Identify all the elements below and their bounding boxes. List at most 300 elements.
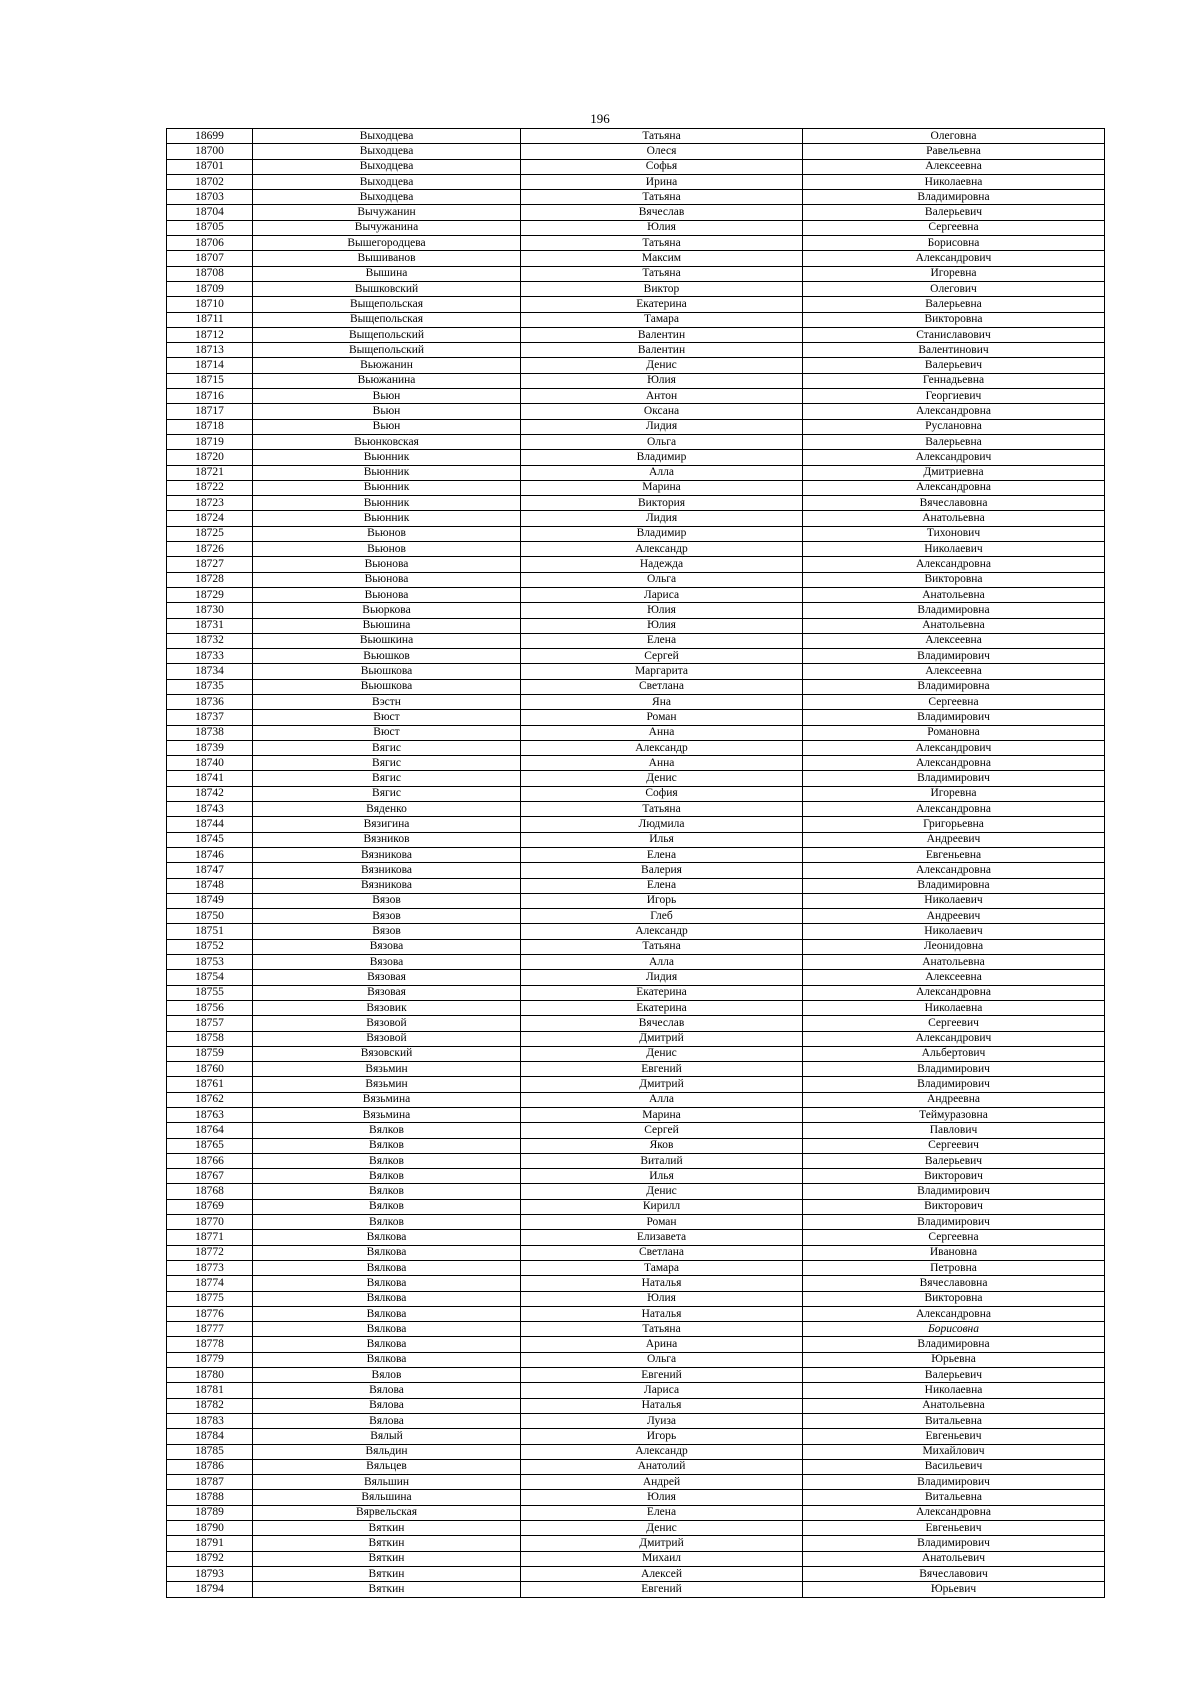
last-name-cell: Вялкова: [253, 1337, 521, 1352]
table-row: [167, 434, 1105, 449]
patronymic-cell: Сергеевич: [803, 1138, 1105, 1153]
table-row: [167, 740, 1105, 755]
patronymic-cell: Евгеньевич: [803, 1521, 1105, 1536]
first-name-cell: Алла: [521, 1092, 803, 1107]
table-row: [167, 1383, 1105, 1398]
first-name-cell: Евгений: [521, 1062, 803, 1077]
table-row: [167, 404, 1105, 419]
patronymic-cell: Валентинович: [803, 343, 1105, 358]
last-name-cell: Вяденко: [253, 802, 521, 817]
first-name-cell: Юлия: [521, 1490, 803, 1505]
record-number-cell: 18715: [167, 373, 253, 388]
first-name-cell: Виталий: [521, 1153, 803, 1168]
table-row: [167, 955, 1105, 970]
patronymic-cell: Григорьевна: [803, 817, 1105, 832]
record-number-cell: 18734: [167, 664, 253, 679]
patronymic-cell: Николаевна: [803, 1383, 1105, 1398]
first-name-cell: Арина: [521, 1337, 803, 1352]
table-row: [167, 465, 1105, 480]
first-name-cell: Александр: [521, 924, 803, 939]
record-number-cell: 18780: [167, 1368, 253, 1383]
record-number-cell: 18711: [167, 312, 253, 327]
last-name-cell: Вьюжанин: [253, 358, 521, 373]
patronymic-cell: Геннадьевна: [803, 373, 1105, 388]
first-name-cell: Дмитрий: [521, 1536, 803, 1551]
first-name-cell: Надежда: [521, 557, 803, 572]
table-row: [167, 389, 1105, 404]
first-name-cell: Луиза: [521, 1413, 803, 1428]
table-row: [167, 817, 1105, 832]
last-name-cell: Вязьмин: [253, 1062, 521, 1077]
table-row: [167, 1429, 1105, 1444]
first-name-cell: Татьяна: [521, 266, 803, 281]
table-row: [167, 129, 1105, 144]
first-name-cell: Игорь: [521, 1429, 803, 1444]
record-number-cell: 18785: [167, 1444, 253, 1459]
first-name-cell: Лидия: [521, 970, 803, 985]
first-name-cell: Роман: [521, 1215, 803, 1230]
first-name-cell: Глеб: [521, 909, 803, 924]
record-number-cell: 18768: [167, 1184, 253, 1199]
last-name-cell: Вязникова: [253, 878, 521, 893]
patronymic-cell: Владимировна: [803, 603, 1105, 618]
first-name-cell: Евгений: [521, 1582, 803, 1597]
record-number-cell: 18787: [167, 1475, 253, 1490]
record-number-cell: 18741: [167, 771, 253, 786]
patronymic-cell: Александровна: [803, 863, 1105, 878]
last-name-cell: Выщепольский: [253, 327, 521, 342]
patronymic-cell: Владимирович: [803, 1062, 1105, 1077]
table-row: [167, 587, 1105, 602]
first-name-cell: Светлана: [521, 679, 803, 694]
patronymic-cell: Алексеевна: [803, 970, 1105, 985]
last-name-cell: Вялкова: [253, 1230, 521, 1245]
first-name-cell: Андрей: [521, 1475, 803, 1490]
last-name-cell: Вяльдин: [253, 1444, 521, 1459]
table-row: [167, 710, 1105, 725]
table-row: [167, 572, 1105, 587]
patronymic-cell: Александровна: [803, 480, 1105, 495]
record-number-cell: 18708: [167, 266, 253, 281]
table-row: [167, 236, 1105, 251]
first-name-cell: Вячеслав: [521, 1016, 803, 1031]
patronymic-cell: Анатольевна: [803, 587, 1105, 602]
patronymic-cell: Александрович: [803, 450, 1105, 465]
patronymic-cell: Павлович: [803, 1123, 1105, 1138]
table-row: [167, 939, 1105, 954]
patronymic-cell: Станиславович: [803, 327, 1105, 342]
first-name-cell: Татьяна: [521, 802, 803, 817]
last-name-cell: Вьюшкова: [253, 679, 521, 694]
table-row: [167, 1260, 1105, 1275]
table-row: [167, 1215, 1105, 1230]
first-name-cell: Оксана: [521, 404, 803, 419]
record-number-cell: 18769: [167, 1199, 253, 1214]
record-number-cell: 18758: [167, 1031, 253, 1046]
first-name-cell: Екатерина: [521, 985, 803, 1000]
record-number-cell: 18746: [167, 847, 253, 862]
first-name-cell: Тамара: [521, 312, 803, 327]
first-name-cell: Владимир: [521, 450, 803, 465]
patronymic-cell: Олегович: [803, 281, 1105, 296]
last-name-cell: Вярвельская: [253, 1505, 521, 1520]
first-name-cell: Дмитрий: [521, 1031, 803, 1046]
last-name-cell: Вюст: [253, 710, 521, 725]
record-number-cell: 18724: [167, 511, 253, 526]
table-row: [167, 373, 1105, 388]
first-name-cell: Антон: [521, 389, 803, 404]
patronymic-cell: Николаевна: [803, 1000, 1105, 1015]
table-row: [167, 1000, 1105, 1015]
table-row: [167, 511, 1105, 526]
record-number-cell: 18765: [167, 1138, 253, 1153]
record-number-cell: 18775: [167, 1291, 253, 1306]
record-number-cell: 18766: [167, 1153, 253, 1168]
table-row: [167, 1016, 1105, 1031]
first-name-cell: Александр: [521, 542, 803, 557]
table-row: [167, 159, 1105, 174]
record-number-cell: 18726: [167, 542, 253, 557]
first-name-cell: Марина: [521, 1108, 803, 1123]
patronymic-cell: Михайлович: [803, 1444, 1105, 1459]
patronymic-cell: Николаевич: [803, 542, 1105, 557]
table-row: [167, 1031, 1105, 1046]
last-name-cell: Вязьмина: [253, 1108, 521, 1123]
first-name-cell: Валерия: [521, 863, 803, 878]
first-name-cell: Анна: [521, 725, 803, 740]
table-row: [167, 1444, 1105, 1459]
first-name-cell: Лариса: [521, 1383, 803, 1398]
last-name-cell: Вялкова: [253, 1276, 521, 1291]
last-name-cell: Вязовик: [253, 1000, 521, 1015]
table-row: [167, 1368, 1105, 1383]
last-name-cell: Вягис: [253, 756, 521, 771]
first-name-cell: Екатерина: [521, 297, 803, 312]
table-row: [167, 557, 1105, 572]
last-name-cell: Вяткин: [253, 1566, 521, 1581]
last-name-cell: Выходцева: [253, 129, 521, 144]
patronymic-cell: Валерьевна: [803, 434, 1105, 449]
first-name-cell: Александр: [521, 740, 803, 755]
last-name-cell: Вычужанин: [253, 205, 521, 220]
patronymic-cell: Александровна: [803, 985, 1105, 1000]
last-name-cell: Вяткин: [253, 1582, 521, 1597]
last-name-cell: Вьюжанина: [253, 373, 521, 388]
patronymic-cell: Ивановна: [803, 1245, 1105, 1260]
record-number-cell: 18723: [167, 496, 253, 511]
last-name-cell: Вялкова: [253, 1260, 521, 1275]
record-number-cell: 18751: [167, 924, 253, 939]
last-name-cell: Вязовский: [253, 1046, 521, 1061]
first-name-cell: Елена: [521, 847, 803, 862]
table-row: [167, 542, 1105, 557]
first-name-cell: Вячеслав: [521, 205, 803, 220]
last-name-cell: Вялкова: [253, 1245, 521, 1260]
record-number-cell: 18760: [167, 1062, 253, 1077]
patronymic-cell: Равельевна: [803, 144, 1105, 159]
first-name-cell: Кирилл: [521, 1199, 803, 1214]
record-number-cell: 18784: [167, 1429, 253, 1444]
table-row: [167, 1582, 1105, 1597]
record-number-cell: 18721: [167, 465, 253, 480]
record-number-cell: 18754: [167, 970, 253, 985]
record-number-cell: 18732: [167, 633, 253, 648]
last-name-cell: Вязников: [253, 832, 521, 847]
record-number-cell: 18729: [167, 587, 253, 602]
table-row: [167, 1306, 1105, 1321]
record-number-cell: 18759: [167, 1046, 253, 1061]
last-name-cell: Вязовой: [253, 1016, 521, 1031]
patronymic-cell: Викторовна: [803, 1291, 1105, 1306]
table-row: [167, 1291, 1105, 1306]
record-number-cell: 18714: [167, 358, 253, 373]
record-number-cell: 18737: [167, 710, 253, 725]
record-number-cell: 18713: [167, 343, 253, 358]
patronymic-cell: Александровна: [803, 557, 1105, 572]
last-name-cell: Вязигина: [253, 817, 521, 832]
first-name-cell: Лидия: [521, 511, 803, 526]
record-number-cell: 18770: [167, 1215, 253, 1230]
first-name-cell: Роман: [521, 710, 803, 725]
last-name-cell: Вялков: [253, 1199, 521, 1214]
patronymic-cell: Владимирович: [803, 1475, 1105, 1490]
patronymic-cell: Николаевна: [803, 174, 1105, 189]
last-name-cell: Вязьмина: [253, 1092, 521, 1107]
first-name-cell: Наталья: [521, 1398, 803, 1413]
first-name-cell: Юлия: [521, 220, 803, 235]
record-number-cell: 18788: [167, 1490, 253, 1505]
last-name-cell: Вягис: [253, 740, 521, 755]
first-name-cell: Наталья: [521, 1276, 803, 1291]
last-name-cell: Вьюнова: [253, 572, 521, 587]
first-name-cell: Татьяна: [521, 939, 803, 954]
first-name-cell: Лидия: [521, 419, 803, 434]
patronymic-cell: Леонидовна: [803, 939, 1105, 954]
record-number-cell: 18747: [167, 863, 253, 878]
first-name-cell: Денис: [521, 1184, 803, 1199]
record-number-cell: 18786: [167, 1459, 253, 1474]
table-row: [167, 1521, 1105, 1536]
last-name-cell: Вялков: [253, 1184, 521, 1199]
last-name-cell: Вышина: [253, 266, 521, 281]
table-row: [167, 618, 1105, 633]
table-row: [167, 1123, 1105, 1138]
table-row: [167, 1199, 1105, 1214]
first-name-cell: Маргарита: [521, 664, 803, 679]
table-row: [167, 1062, 1105, 1077]
first-name-cell: Игорь: [521, 893, 803, 908]
record-number-cell: 18730: [167, 603, 253, 618]
table-row: [167, 633, 1105, 648]
patronymic-cell: Евгеньевич: [803, 1429, 1105, 1444]
first-name-cell: Татьяна: [521, 236, 803, 251]
record-number-cell: 18704: [167, 205, 253, 220]
last-name-cell: Вягис: [253, 771, 521, 786]
first-name-cell: Людмила: [521, 817, 803, 832]
record-number-cell: 18701: [167, 159, 253, 174]
last-name-cell: Вьюнник: [253, 511, 521, 526]
patronymic-cell: Вячеславович: [803, 1566, 1105, 1581]
record-number-cell: 18733: [167, 649, 253, 664]
table-row: [167, 679, 1105, 694]
patronymic-cell: Олеговна: [803, 129, 1105, 144]
record-number-cell: 18777: [167, 1322, 253, 1337]
record-number-cell: 18738: [167, 725, 253, 740]
patronymic-cell: Валерьевич: [803, 1368, 1105, 1383]
record-number-cell: 18782: [167, 1398, 253, 1413]
record-number-cell: 18725: [167, 526, 253, 541]
first-name-cell: Ольга: [521, 1352, 803, 1367]
first-name-cell: Юлия: [521, 1291, 803, 1306]
last-name-cell: Вялова: [253, 1383, 521, 1398]
last-name-cell: Вялков: [253, 1169, 521, 1184]
patronymic-cell: Теймуразовна: [803, 1108, 1105, 1123]
table-row: [167, 878, 1105, 893]
record-number-cell: 18774: [167, 1276, 253, 1291]
table-row: [167, 863, 1105, 878]
record-number-cell: 18755: [167, 985, 253, 1000]
record-number-cell: 18776: [167, 1306, 253, 1321]
first-name-cell: Анатолий: [521, 1459, 803, 1474]
patronymic-cell: Петровна: [803, 1260, 1105, 1275]
patronymic-cell: Владимирович: [803, 1077, 1105, 1092]
last-name-cell: Вялков: [253, 1215, 521, 1230]
patronymic-cell: Анатольевна: [803, 1398, 1105, 1413]
table-row: [167, 786, 1105, 801]
record-number-cell: 18789: [167, 1505, 253, 1520]
last-name-cell: Вьюнова: [253, 587, 521, 602]
record-number-cell: 18736: [167, 694, 253, 709]
patronymic-cell: Валерьевна: [803, 297, 1105, 312]
record-number-cell: 18717: [167, 404, 253, 419]
record-number-cell: 18706: [167, 236, 253, 251]
last-name-cell: Вьюнова: [253, 557, 521, 572]
record-number-cell: 18762: [167, 1092, 253, 1107]
last-name-cell: Вязовая: [253, 985, 521, 1000]
first-name-cell: Дмитрий: [521, 1077, 803, 1092]
table-row: [167, 190, 1105, 205]
patronymic-cell: Анатольевич: [803, 1551, 1105, 1566]
first-name-cell: Светлана: [521, 1245, 803, 1260]
last-name-cell: Вьюн: [253, 389, 521, 404]
last-name-cell: Вычужанина: [253, 220, 521, 235]
patronymic-cell: Викторовна: [803, 572, 1105, 587]
record-number-cell: 18757: [167, 1016, 253, 1031]
table-row: [167, 909, 1105, 924]
table-row: [167, 1398, 1105, 1413]
table-row: [167, 802, 1105, 817]
first-name-cell: Илья: [521, 832, 803, 847]
last-name-cell: Вьюнковская: [253, 434, 521, 449]
patronymic-cell: Владимирович: [803, 649, 1105, 664]
last-name-cell: Вялкова: [253, 1322, 521, 1337]
record-number-cell: 18791: [167, 1536, 253, 1551]
table-row: [167, 1245, 1105, 1260]
table-row: [167, 144, 1105, 159]
roster-table: [166, 128, 1105, 1598]
patronymic-cell: Андреевич: [803, 909, 1105, 924]
last-name-cell: Вялов: [253, 1368, 521, 1383]
first-name-cell: Татьяна: [521, 1322, 803, 1337]
patronymic-cell: Александровна: [803, 404, 1105, 419]
patronymic-cell: Владимировна: [803, 679, 1105, 694]
first-name-cell: Елена: [521, 1505, 803, 1520]
roster-body: [167, 129, 1105, 1598]
last-name-cell: Выходцева: [253, 174, 521, 189]
table-row: [167, 312, 1105, 327]
patronymic-cell: Валерьевич: [803, 1153, 1105, 1168]
table-row: [167, 480, 1105, 495]
last-name-cell: Выходцева: [253, 159, 521, 174]
table-row: [167, 1092, 1105, 1107]
last-name-cell: Вялкова: [253, 1306, 521, 1321]
last-name-cell: Вьюнов: [253, 526, 521, 541]
first-name-cell: Яна: [521, 694, 803, 709]
last-name-cell: Вязова: [253, 939, 521, 954]
patronymic-cell: Сергеевна: [803, 694, 1105, 709]
last-name-cell: Вялова: [253, 1398, 521, 1413]
table-row: [167, 1077, 1105, 1092]
last-name-cell: Вялков: [253, 1138, 521, 1153]
table-row: [167, 220, 1105, 235]
patronymic-cell: Анатольевна: [803, 618, 1105, 633]
first-name-cell: Виктор: [521, 281, 803, 296]
last-name-cell: Вязов: [253, 909, 521, 924]
record-number-cell: 18771: [167, 1230, 253, 1245]
table-row: [167, 985, 1105, 1000]
last-name-cell: Вялкова: [253, 1291, 521, 1306]
record-number-cell: 18756: [167, 1000, 253, 1015]
record-number-cell: 18783: [167, 1413, 253, 1428]
patronymic-cell: Сергеевна: [803, 220, 1105, 235]
table-row: [167, 1505, 1105, 1520]
table-row: [167, 649, 1105, 664]
first-name-cell: Яков: [521, 1138, 803, 1153]
table-row: [167, 771, 1105, 786]
last-name-cell: Вьюшкова: [253, 664, 521, 679]
patronymic-cell: Евгеньевна: [803, 847, 1105, 862]
last-name-cell: Вышегородцева: [253, 236, 521, 251]
first-name-cell: Денис: [521, 771, 803, 786]
last-name-cell: Вязникова: [253, 863, 521, 878]
patronymic-cell: Борисовна: [803, 1322, 1105, 1337]
last-name-cell: Вязьмин: [253, 1077, 521, 1092]
record-number-cell: 18728: [167, 572, 253, 587]
table-row: [167, 1230, 1105, 1245]
record-number-cell: 18750: [167, 909, 253, 924]
last-name-cell: Вязовая: [253, 970, 521, 985]
first-name-cell: Юлия: [521, 373, 803, 388]
record-number-cell: 18745: [167, 832, 253, 847]
last-name-cell: Вяткин: [253, 1536, 521, 1551]
first-name-cell: Юлия: [521, 603, 803, 618]
patronymic-cell: Романовна: [803, 725, 1105, 740]
record-number-cell: 18773: [167, 1260, 253, 1275]
last-name-cell: Выщепольская: [253, 312, 521, 327]
last-name-cell: Вьюнник: [253, 450, 521, 465]
last-name-cell: Вязов: [253, 893, 521, 908]
record-number-cell: 18779: [167, 1352, 253, 1367]
patronymic-cell: Александровна: [803, 1505, 1105, 1520]
patronymic-cell: Анатольевна: [803, 955, 1105, 970]
first-name-cell: Максим: [521, 251, 803, 266]
table-row: [167, 327, 1105, 342]
patronymic-cell: Алексеевна: [803, 633, 1105, 648]
first-name-cell: Анна: [521, 756, 803, 771]
patronymic-cell: Юрьевна: [803, 1352, 1105, 1367]
last-name-cell: Вьюнник: [253, 465, 521, 480]
last-name-cell: Вэстн: [253, 694, 521, 709]
